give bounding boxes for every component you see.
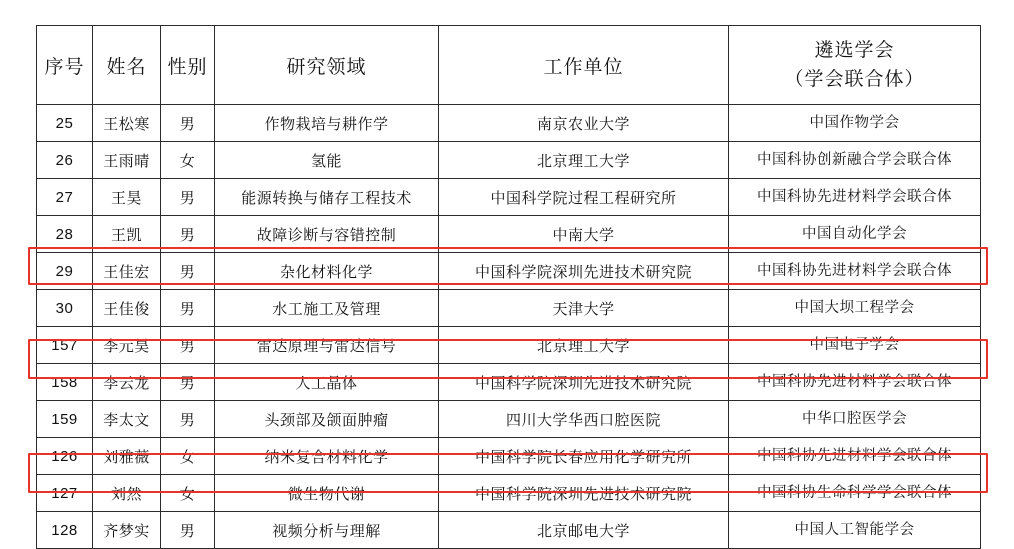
table-row bbox=[37, 290, 981, 327]
cell-field: 作物栽培与耕作学 bbox=[215, 105, 439, 142]
cell-name: 齐梦实 bbox=[93, 512, 161, 549]
table-row bbox=[37, 105, 981, 142]
cell-field: 头颈部及颌面肿瘤 bbox=[215, 401, 439, 438]
cell-name: 王佳宏 bbox=[93, 253, 161, 290]
header-work-unit: 工作单位 bbox=[439, 26, 729, 105]
cell-org: 南京农业大学 bbox=[439, 105, 729, 142]
cell-name: 刘然 bbox=[93, 475, 161, 512]
cell-field: 人工晶体 bbox=[215, 364, 439, 401]
cell-society: 中国大坝工程学会 bbox=[729, 290, 981, 327]
cell-field: 雷达原理与雷达信号 bbox=[215, 327, 439, 364]
cell-index: 25 bbox=[37, 105, 93, 142]
table-row bbox=[37, 142, 981, 179]
cell-org: 中国科学院长春应用化学研究所 bbox=[439, 438, 729, 475]
cell-sex: 男 bbox=[161, 401, 215, 438]
selection-list-table bbox=[36, 25, 981, 549]
cell-name: 李太文 bbox=[93, 401, 161, 438]
cell-field: 杂化材料化学 bbox=[215, 253, 439, 290]
cell-name: 王松寒 bbox=[93, 105, 161, 142]
table-row-highlighted bbox=[37, 253, 981, 290]
table-row-highlighted bbox=[37, 364, 981, 401]
cell-org: 北京邮电大学 bbox=[439, 512, 729, 549]
cell-name: 李元昊 bbox=[93, 327, 161, 364]
cell-index: 159 bbox=[37, 401, 93, 438]
cell-name: 王雨晴 bbox=[93, 142, 161, 179]
header-sex: 性别 bbox=[161, 26, 215, 105]
cell-name: 李云龙 bbox=[93, 364, 161, 401]
cell-index: 29 bbox=[37, 253, 93, 290]
header-name: 姓名 bbox=[93, 26, 161, 105]
table-row bbox=[37, 179, 981, 216]
table-row bbox=[37, 327, 981, 364]
cell-org: 北京理工大学 bbox=[439, 327, 729, 364]
cell-sex: 女 bbox=[161, 142, 215, 179]
cell-field: 视频分析与理解 bbox=[215, 512, 439, 549]
cell-index: 158 bbox=[37, 364, 93, 401]
cell-name: 王凯 bbox=[93, 216, 161, 253]
cell-field: 纳米复合材料化学 bbox=[215, 438, 439, 475]
table-header bbox=[37, 26, 981, 105]
cell-org: 中国科学院深圳先进技术研究院 bbox=[439, 475, 729, 512]
cell-sex: 女 bbox=[161, 438, 215, 475]
cell-society: 中华口腔医学会 bbox=[729, 401, 981, 438]
cell-sex: 男 bbox=[161, 105, 215, 142]
cell-index: 157 bbox=[37, 327, 93, 364]
cell-index: 28 bbox=[37, 216, 93, 253]
cell-index: 27 bbox=[37, 179, 93, 216]
cell-sex: 男 bbox=[161, 290, 215, 327]
cell-sex: 男 bbox=[161, 253, 215, 290]
table-row-highlighted bbox=[37, 475, 981, 512]
cell-org: 中国科学院深圳先进技术研究院 bbox=[439, 253, 729, 290]
cell-field: 氢能 bbox=[215, 142, 439, 179]
cell-name: 王佳俊 bbox=[93, 290, 161, 327]
table-body-group-3 bbox=[37, 438, 981, 549]
cell-society: 中国科协创新融合学会联合体 bbox=[729, 142, 981, 179]
table-row bbox=[37, 438, 981, 475]
cell-field: 能源转换与储存工程技术 bbox=[215, 179, 439, 216]
cell-org: 四川大学华西口腔医院 bbox=[439, 401, 729, 438]
cell-org: 中国科学院深圳先进技术研究院 bbox=[439, 364, 729, 401]
header-society-line2: （学会联合体） bbox=[784, 69, 925, 90]
cell-society: 中国科协先进材料学会联合体 bbox=[729, 179, 981, 216]
cell-sex: 男 bbox=[161, 179, 215, 216]
cell-index: 30 bbox=[37, 290, 93, 327]
cell-society: 中国人工智能学会 bbox=[729, 512, 981, 549]
cell-society: 中国自动化学会 bbox=[729, 216, 981, 253]
table-row bbox=[37, 512, 981, 549]
cell-org: 北京理工大学 bbox=[439, 142, 729, 179]
cell-index: 26 bbox=[37, 142, 93, 179]
cell-index: 128 bbox=[37, 512, 93, 549]
header-society-line1: 遴选学会 bbox=[814, 39, 895, 61]
cell-sex: 男 bbox=[161, 216, 215, 253]
cell-field: 故障诊断与容错控制 bbox=[215, 216, 439, 253]
header-research-field: 研究领域 bbox=[215, 26, 439, 105]
cell-field: 水工施工及管理 bbox=[215, 290, 439, 327]
cell-org: 中南大学 bbox=[439, 216, 729, 253]
table-header-row bbox=[37, 26, 981, 105]
cell-society: 中国科协先进材料学会联合体 bbox=[729, 438, 981, 475]
cell-society: 中国科协先进材料学会联合体 bbox=[729, 364, 981, 401]
cell-org: 天津大学 bbox=[439, 290, 729, 327]
header-index: 序号 bbox=[37, 26, 93, 105]
cell-society: 中国作物学会 bbox=[729, 105, 981, 142]
cell-field: 微生物代谢 bbox=[215, 475, 439, 512]
cell-society: 中国科协生命科学学会联合体 bbox=[729, 475, 981, 512]
table-row bbox=[37, 401, 981, 438]
table-body-group-1 bbox=[37, 105, 981, 327]
cell-name: 王昊 bbox=[93, 179, 161, 216]
table-row bbox=[37, 216, 981, 253]
cell-sex: 男 bbox=[161, 327, 215, 364]
cell-org: 中国科学院过程工程研究所 bbox=[439, 179, 729, 216]
header-society bbox=[729, 26, 981, 105]
cell-society: 中国科协先进材料学会联合体 bbox=[729, 253, 981, 290]
cell-sex: 男 bbox=[161, 364, 215, 401]
cell-index: 127 bbox=[37, 475, 93, 512]
cell-index: 126 bbox=[37, 438, 93, 475]
cell-name: 刘雅薇 bbox=[93, 438, 161, 475]
table-body-group-2 bbox=[37, 327, 981, 438]
cell-sex: 女 bbox=[161, 475, 215, 512]
cell-sex: 男 bbox=[161, 512, 215, 549]
cell-society: 中国电子学会 bbox=[729, 327, 981, 364]
